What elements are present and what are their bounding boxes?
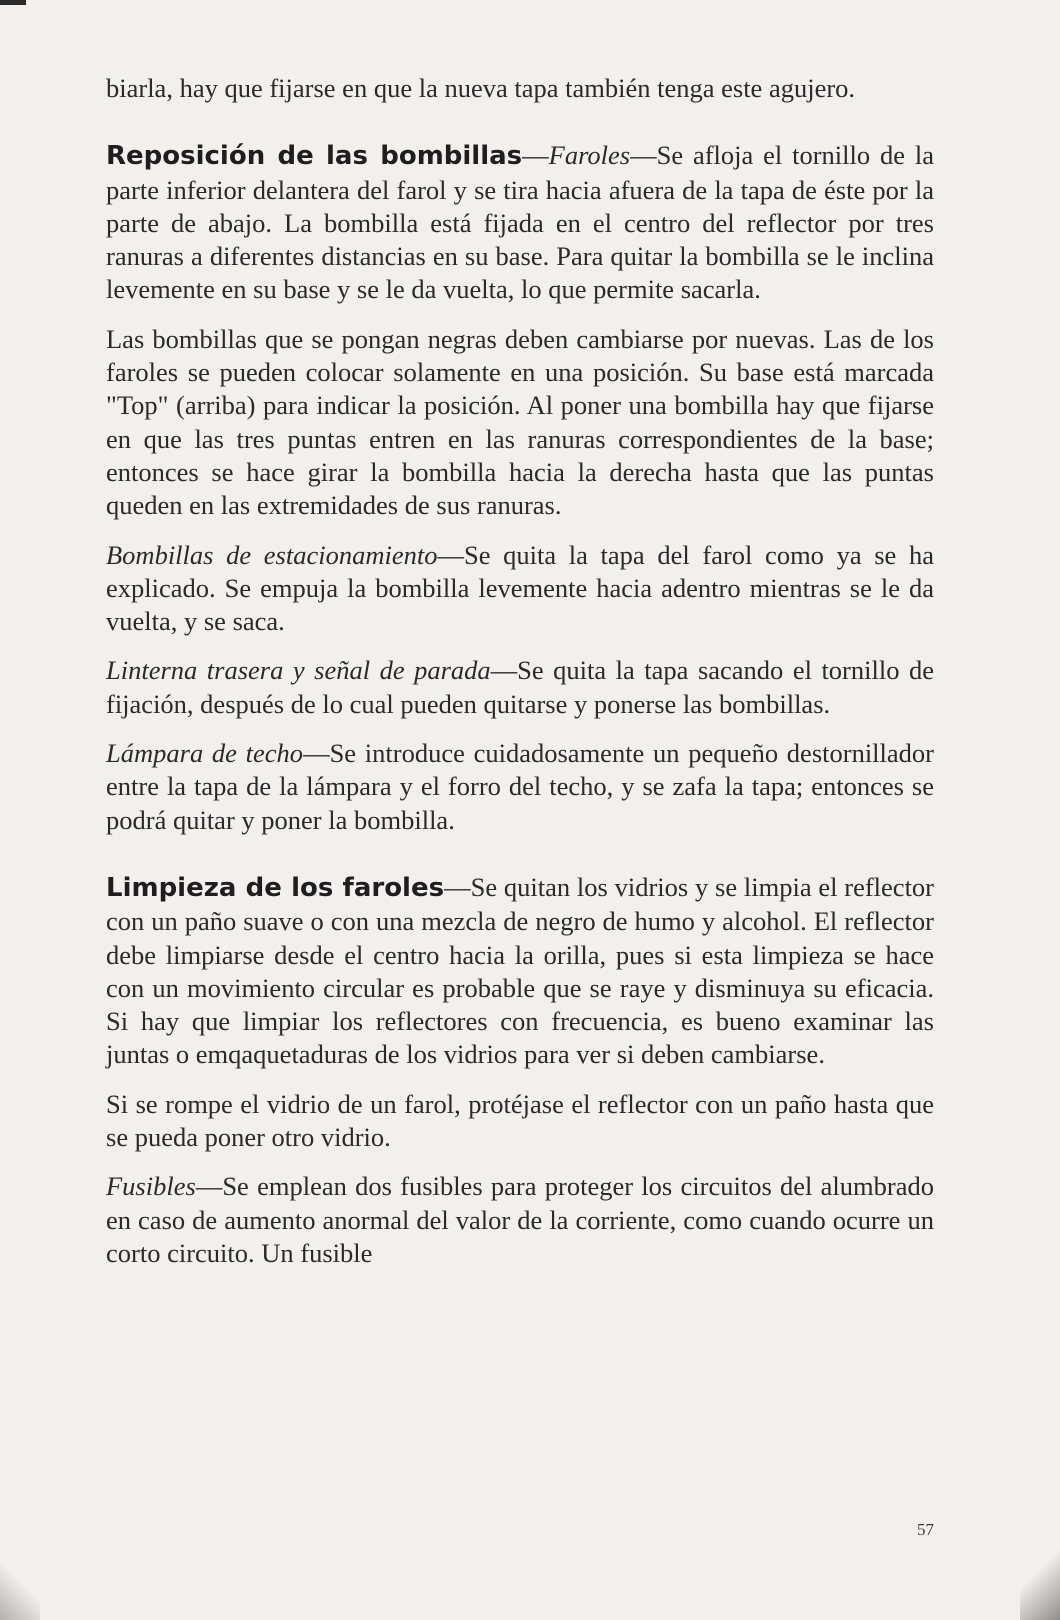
section-heading-limpieza: Limpieza de los faroles <box>106 872 445 903</box>
page-edge-mark <box>0 0 26 5</box>
paragraph-text: Se quita la tapa sacando el tornillo de fijación, después de lo cual pueden quitarse y ponerse las bombillas. <box>106 655 934 719</box>
em-dash: — <box>630 140 657 171</box>
paragraph-vidrio-roto: Si se rompe el vidrio de un farol, protéjase el reflector con un paño hasta que se pueda poner otro vidrio. <box>106 1088 934 1153</box>
paragraph-limpieza <box>106 871 934 1072</box>
paragraph-lampara-techo <box>106 737 934 837</box>
paragraph-reposicion <box>106 139 934 306</box>
paragraph-continuation: biarla, hay que fijarse en que la nueva tapa también tenga este agujero. <box>106 73 856 103</box>
subheading-fusibles: Fusibles <box>106 1171 196 1202</box>
subheading-bombillas-estacionamiento: Bombillas de estacionamiento <box>106 539 438 570</box>
paragraph-fusibles <box>106 1170 934 1270</box>
em-dash: — <box>303 738 330 769</box>
paragraph-linterna-trasera <box>106 654 934 721</box>
em-dash: — <box>195 1171 223 1202</box>
em-dash: — <box>444 871 471 902</box>
paragraph-text: Se introduce cuidadosamente un pequeño destornillador entre la tapa de la lámpara y el forro del techo, y se zafa la tapa; entonces se podrá quitar y poner la bombilla. <box>106 738 934 835</box>
page-corner-shadow <box>1020 1540 1060 1620</box>
subheading-linterna-trasera: Linterna trasera y señal de parada <box>106 655 491 686</box>
paragraph-text: Se quita la tapa del farol como ya se ha explicado. Se empuja la bombilla levemente hacia adentro mientras se le da vuelta, y se saca. <box>106 539 934 637</box>
section-heading-reposicion: Reposición de las bombillas <box>106 141 523 172</box>
em-dash: — <box>490 655 518 686</box>
page-number: 57 <box>917 1520 934 1539</box>
paragraph-bombillas-negras: Las bombillas que se pongan negras deben cambiarse por nuevas. Las de los faroles se pueden colocar solamente en una posición. Su base está marcada "Top" (arriba) para indicar la posición. Al poner una bombilla hay que fijarse en que las tres puntas entren en las ranuras correspondientes de la base; entonces se hace girar la bombilla hacia la derecha hasta que las puntas queden en las extremidades de sus ranuras. <box>106 323 934 521</box>
subheading-lampara-techo: Lámpara de techo <box>106 738 304 769</box>
em-dash: — <box>522 140 549 171</box>
paragraph-text: Se emplean dos fusibles para proteger los circuitos del alumbrado en caso de aumento anormal del valor de la corriente, como cuando ocurre un corto circuito. Un fusible <box>106 1171 934 1268</box>
page-left-shadow <box>0 1560 40 1620</box>
paragraph-text: Se quitan los vidrios y se limpia el reflector con un paño suave o con una mezcla de negro de humo y alcohol. El reflector debe limpiarse desde el centro hacia la orilla, pues si esta limpieza se hace con un movimiento circular es probable que se raye y disminuya su eficacia. Si hay que limpiar los reflectores con frecuencia, es bueno examinar las juntas o emqaquetaduras de los vidrios para ver si deben cambiarse. <box>106 871 935 1070</box>
page-body <box>106 72 934 1270</box>
em-dash: — <box>437 539 464 570</box>
subheading-faroles: Faroles <box>548 140 631 171</box>
paragraph-estacionamiento <box>106 539 934 639</box>
paragraph-text: Se afloja el tornillo de la parte inferior delantera del farol y se tira hacia afuera de la tapa de éste por la parte de abajo. La bombilla está fijada en el centro del reflector por tres ranuras a diferentes distancias en su base. Para quitar la bombilla se le inclina levemente en su base y se le da vuelta, lo que permite sacarla. <box>106 140 934 305</box>
